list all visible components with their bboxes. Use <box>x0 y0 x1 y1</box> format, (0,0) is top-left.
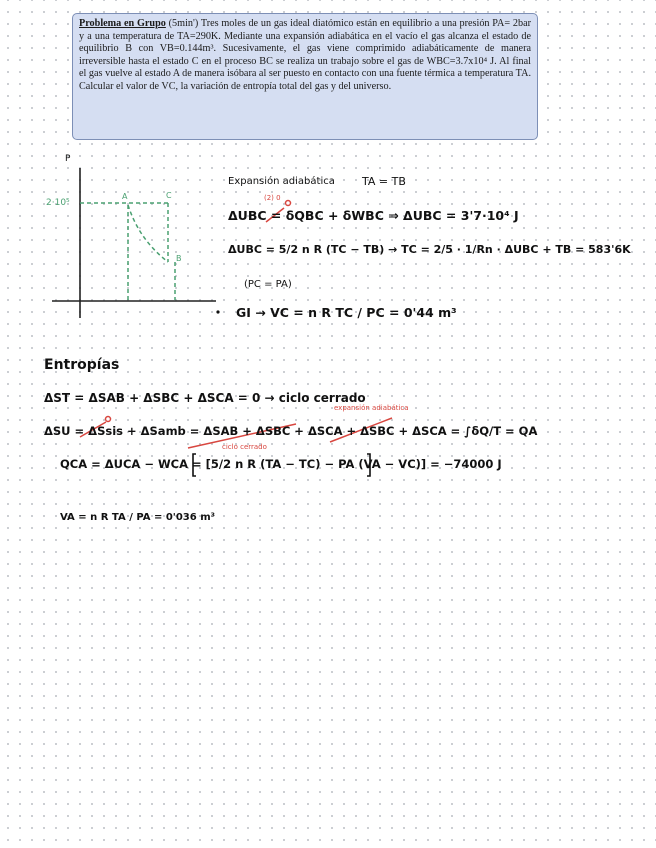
first-law-equation: ΔUBC = δQBC + δWBC ⇒ ΔUBC = 3'7·10⁴ J <box>228 208 519 223</box>
problem-body: Tres moles de un gas ideal diatómico están en equilibrio a una presión PA= 2bar y a una temperatura de TA=290K. Mediante una expansión adiabática en el vacío el gas alcanza el estado de equilibrio B con VB=0.144m³. Sucesivamente, el gas viene comprimido adiabáticamente de manera irreversible hasta el estado C en el proceso BC se realiza un trabajo sobre el gas de WBC=3.7x10⁴ J. Al final el gas vuelve al estado A de manera isóbara al ser puesto en contacto con una fuente térmica a temperatura TA. Calcular el valor de VC, la variación de entropía total del gas y del universo. <box>79 18 532 92</box>
volume-a-equation: VA = n R TA / PA = 0'036 m³ <box>60 512 215 523</box>
point-c-label: C <box>166 191 172 200</box>
pressure-equality-note: (PC = PA) <box>244 279 292 290</box>
problem-title: Problema en Grupo <box>79 18 166 29</box>
heat-ca-equation: QCA = ΔUCA − WCA = [5/2 n R (TA − TC) − PA (VA − VC)] = −74000 J <box>60 457 502 471</box>
pv-cycle <box>80 203 175 300</box>
p-axis-label: P <box>65 154 71 164</box>
red-zero-annotation: (2) 0 <box>264 194 281 202</box>
universe-entropy-equation: ΔSU = ΔSsis + ΔSamb = ΔSAB + ΔSBC + ΔSCA + ΔSBC + ΔSCA = ∫δQ/T = QA <box>44 424 538 438</box>
temperature-c-equation: ΔUBC = 5/2 n R (TC − TB) → TC = 2/5 · 1/Rn · ΔUBC + TB = 583'6K <box>228 243 631 256</box>
notes-heading: Expansión adiabática <box>228 176 335 187</box>
notes-heading-equation: TA = TB <box>362 175 406 188</box>
entropy-heading: Entropías <box>44 357 120 373</box>
adiabat-ab <box>128 205 168 262</box>
point-a-label: A <box>122 192 128 201</box>
problem-time: (5min') <box>168 18 199 29</box>
adiabatic-expansion-annotation: expansión adiabática <box>334 404 409 412</box>
pressure-value-label: 2·10⁵ <box>46 198 70 208</box>
closed-cycle-annotation: ciclo cerrado <box>222 443 267 451</box>
pv-graph <box>52 168 216 318</box>
point-b-label: B <box>176 254 182 263</box>
volume-c-equation: GI → VC = n R TC / PC = 0'44 m³ <box>236 305 457 320</box>
total-entropy-equation: ΔST = ΔSAB + ΔSBC + ΔSCA = 0 → ciclo cerrado <box>44 391 366 405</box>
problem-statement-box <box>72 13 538 140</box>
